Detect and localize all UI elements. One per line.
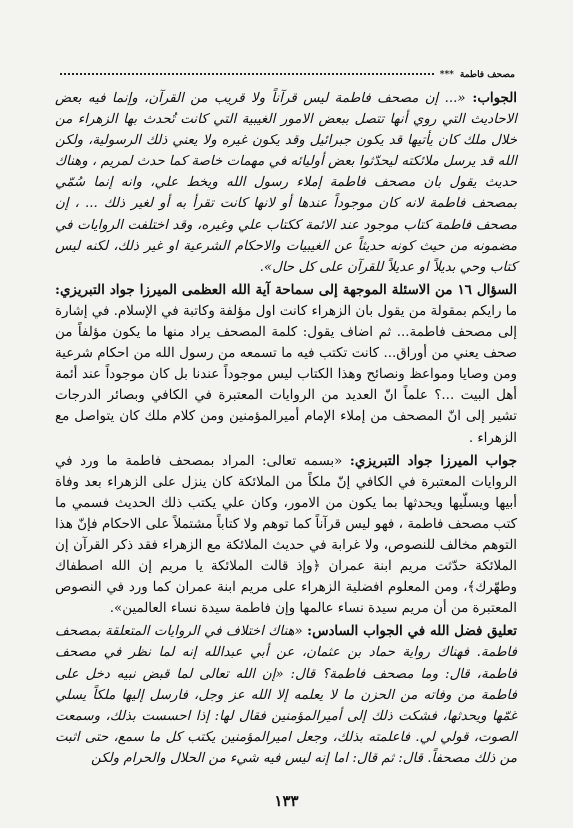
- answer-1-text: «... إن مصحف فاطمة ليس قرآناً ولا قريب من القرآن، وإنما فيه بعض الاحاديث التي روي أنها تتصل ببعض الامور الغيبية التي كانت تُحدث بها الزهراء من خلال ملك كان يأتيها قد يكون جبرائيل وقد يكون غيره ولا يعني ذلك الرسولية، ولكن الله قد يرسل ملائكته ليحدّثوا بعض أوليائه في مهمات خاصة كما حدث لمريم ، وهناك حديث يقول بان مصحف فاطمة إملاء رسول الله ويخط علي، وانه إنما سُمّي بمصحف فاطمة لانه كان موجوداً عندها أو لانها كانت تقرأ به أو لغير ذلك ... ، إن مصحف فاطمة كتاب موجود عند الائمة ككتاب علي وغيره، وقد اختلفت الروايات في مضمونه من حيث كونه حديثاً عن الغيبيات والاحكام الشرعية او غير ذلك، لكنه ليس كتاب وحي بديلاً او عديلاً للقرآن على كل حال».: [55, 91, 517, 275]
- page-number: ١٣٣: [274, 792, 299, 810]
- comment-paragraph: [55, 621, 517, 769]
- answer-paragraph-2: [55, 451, 517, 620]
- question-paragraph: [55, 280, 517, 449]
- header-stars: ***: [439, 70, 454, 80]
- comment-lead: تعليق فضل الله في الجواب السادس:: [307, 623, 517, 640]
- answer-1-lead: الجواب:: [465, 90, 518, 106]
- answer-2-lead: جواب الميرزا جواد التبريزي:: [349, 452, 517, 469]
- running-header: [60, 68, 515, 82]
- answer-2-text: «بسمه تعالى: المراد بمصحف فاطمة ما ورد في الروايات المعتبرة في الكافي إنّ ملكاً من الملائكة كان ينزل على الزهراء بعد وفاة أبيها ويسلّيها ويحدثها بما يكون من الامور، وكان علي يكتب ذلك الحديث فسمي ما كتب مصحف فاطمة ، فهو ليس قرآناً كما توهم ولا كتاباً مشتملاً على الاحكام فإنّ هذا التوهم مخالف للنصوص، ولا غرابة في حديث الملائكة مع الزهراء فقد ذكر القرآن إن الملائكة حدّثت مريم ابنة عمران ﴿وإذ قالت الملائكة يا مريم إن الله اصطفاك وطهّرك﴾، ومن المعلوم افضلية الزهراء على مريم ابنة عمران كما ورد في النصوص المعتبرة من أن مريم سيدة نساء عالمها وإن فاطمة سيدة نساء العالمين».: [55, 453, 517, 617]
- question-text: ما رايكم بمقولة من يقول بان الزهراء كانت اول مؤلفة وكاتبة في الإسلام. في إشارة إلى مصحف فاطمة... ثم اضاف يقول: كلمة المصحف يراد منها ما يكون مؤلفاً من صحف يعني من أوراق... كانت تكتب فيه ما تسمعه من رسول الله من احكام شرعية ومن وصايا ومواعظ ونصائح وهذا الكتاب ليس موجوداً عندنا بل كان موجوداً عند أئمة أهل البيت ...؟ علماً انّ العديد من الروايات المعتبرة في الكافي وبصائر الدرجات تشير إلى انّ المصحف من إملاء الإمام أميرالمؤمنين ومن كلام ملك كان يتواصل مع الزهراء .: [55, 303, 517, 446]
- answer-paragraph-1: [55, 88, 517, 278]
- page-body: [55, 88, 517, 769]
- question-lead: السؤال ١٦ من الاسئلة الموجهة إلى سماحة آية الله العظمى الميرزا جواد التبريزي:: [55, 281, 517, 298]
- comment-text: «هناك اختلاف في الروايات المتعلقة بمصحف فاطمة. فهناك رواية حماد بن عثمان، عن أبي عبدالله إنه لما نظر في مصحف فاطمة، قال: وما مصحف فاطمة؟ قال: «إن الله تعالى لما قبض نبيه دخل على فاطمة من وفاته من الحزن ما لا يعلمه إلا الله عز وجل، فارسل إليها ملكاً يسلي غمّها ويحدثها، فشكت ذلك إلى أميرالمؤمنين فقال لها: إذا احسست بذلك، وسمعت الصوت، قولي لي. فاعلمته بذلك، وجعل اميرالمؤمنين يكتب كل ما سمع، حتى اثبت من ذلك مصحفاً. قال: ثم قال: اما إنه ليس فيه شيء من الحلال والحرام ولكن: [55, 624, 517, 766]
- header-rule: [60, 73, 434, 78]
- header-title: مصحف فاطمة: [459, 70, 515, 80]
